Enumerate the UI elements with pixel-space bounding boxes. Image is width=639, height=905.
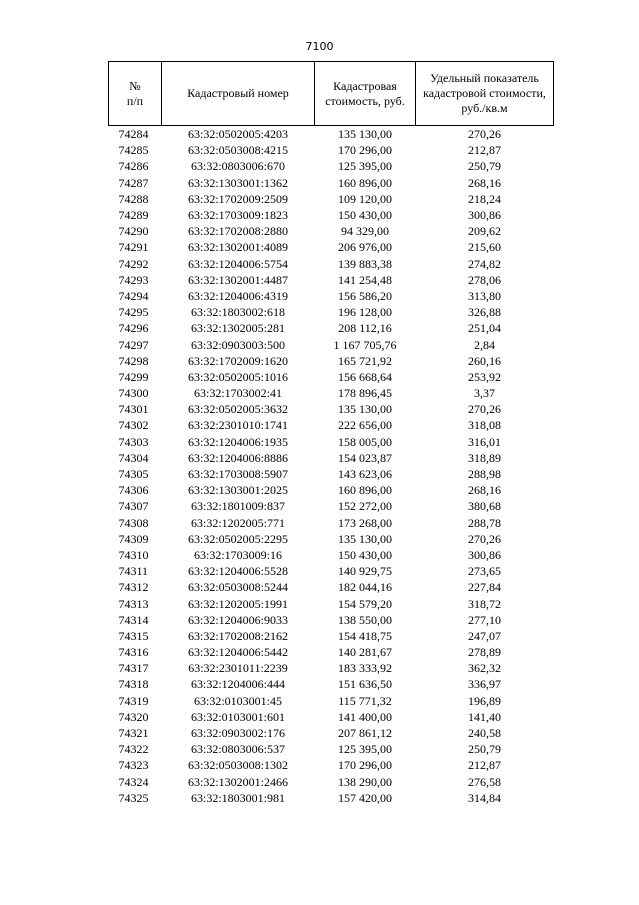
specific-indicator-cell: 3,37 [474,386,495,401]
table-row [109,401,554,417]
specific-indicator-cell: 270,26 [468,402,501,417]
table-row [109,693,554,709]
cadastral-number-cell: 63:32:0502005:1016 [187,369,288,384]
table-row [109,450,554,466]
cadastral-value-cell: 138 290,00 [338,774,392,789]
header-cadastral-value-text: Кадастровая стоимость, руб. [325,78,405,108]
row-number-cell: 74305 [118,467,149,482]
table-row [109,385,554,401]
row-number-cell: 74286 [118,159,149,174]
row-number-cell: 74302 [118,418,149,433]
row-number-cell: 74315 [118,628,149,643]
table-row [109,142,554,158]
cadastral-number-cell: 63:32:1303001:1362 [187,175,288,190]
cadastral-number-cell: 63:32:0502005:4203 [187,127,288,142]
table-row [109,417,554,433]
specific-indicator-cell: 270,26 [468,127,501,142]
header-specific-indicator-text: Удельный показатель кадастровой стоимости, руб./кв.м [423,71,546,115]
table-row [109,612,554,628]
table-row [109,288,554,304]
cadastral-value-cell: 125 395,00 [338,159,392,174]
cadastral-number-cell: 63:32:1302005:281 [190,321,285,336]
header-specific-indicator [416,62,554,126]
row-number-cell: 74295 [118,305,149,320]
cadastral-value-cell: 183 333,92 [338,661,392,676]
table-row [109,369,554,385]
cadastral-number-cell: 63:32:1703009:1823 [187,208,288,223]
cadastral-value-cell: 222 656,00 [338,418,392,433]
table-row [109,531,554,547]
cadastral-number-cell: 63:32:2301011:2239 [188,661,288,676]
specific-indicator-cell: 300,86 [468,208,501,223]
specific-indicator-cell: 250,79 [468,159,501,174]
table-row [109,353,554,369]
cadastral-number-cell: 63:32:1302001:2466 [187,774,288,789]
cadastral-value-cell: 157 420,00 [338,790,392,805]
specific-indicator-cell: 318,72 [468,596,501,611]
specific-indicator-cell: 273,65 [468,564,501,579]
cadastral-number-cell: 63:32:0502005:2295 [187,531,288,546]
row-number-cell: 74294 [118,288,149,303]
cadastral-value-cell: 135 130,00 [338,402,392,417]
table-row [109,239,554,255]
row-number-cell: 74313 [118,596,149,611]
cadastral-number-cell: 63:32:0903002:176 [190,726,285,741]
cadastral-number-cell: 63:32:1204006:9033 [187,612,288,627]
row-number-cell: 74287 [118,175,149,190]
table-row [109,304,554,320]
row-number-cell: 74301 [118,402,149,417]
table-row [109,515,554,531]
specific-indicator-cell: 326,88 [468,305,501,320]
row-number-cell: 74289 [118,208,149,223]
cadastral-value-cell: 135 130,00 [338,127,392,142]
specific-indicator-cell: 278,06 [468,272,501,287]
table-row [109,579,554,595]
table-row [109,741,554,757]
cadastral-value-cell: 196 128,00 [338,305,392,320]
table-row [109,126,554,143]
row-number-cell: 74308 [118,515,149,530]
cadastral-number-cell: 63:32:1702009:2509 [187,191,288,206]
cadastral-value-cell: 154 579,20 [338,596,392,611]
cadastral-value-cell: 152 272,00 [338,499,392,514]
cadastral-value-cell: 160 896,00 [338,175,392,190]
row-number-cell: 74321 [118,726,149,741]
table-row [109,158,554,174]
specific-indicator-cell: 251,04 [468,321,501,336]
cadastral-number-cell: 63:32:1202005:771 [190,515,285,530]
cadastral-value-cell: 173 268,00 [338,515,392,530]
cadastral-number-cell: 63:32:1303001:2025 [187,483,288,498]
cadastral-number-cell: 63:32:1204006:444 [190,677,285,692]
cadastral-value-cell: 154 023,87 [338,450,392,465]
cadastral-value-cell: 170 296,00 [338,758,392,773]
cadastral-number-cell: 63:32:1702008:2162 [187,628,288,643]
specific-indicator-cell: 270,26 [468,531,501,546]
table-row [109,336,554,352]
specific-indicator-cell: 2,84 [474,337,495,352]
row-number-cell: 74297 [118,337,149,352]
table-row [109,256,554,272]
cadastral-number-cell: 63:32:1801009:837 [190,499,285,514]
table-row [109,595,554,611]
table-row [109,272,554,288]
row-number-cell: 74284 [118,127,149,142]
table-row [109,223,554,239]
table-row [109,563,554,579]
table-row [109,644,554,660]
cadastral-value-cell: 139 883,38 [338,256,392,271]
specific-indicator-cell: 268,16 [468,483,501,498]
cadastral-value-cell: 1 167 705,76 [333,337,397,352]
cadastral-value-cell: 141 254,48 [338,272,392,287]
cadastral-value-cell: 165 721,92 [338,353,392,368]
row-number-cell: 74288 [118,191,149,206]
row-number-cell: 74325 [118,790,149,805]
cadastral-number-cell: 63:32:0503008:4215 [187,143,288,158]
table-row [109,725,554,741]
specific-indicator-cell: 250,79 [468,742,501,757]
page-number: 7100 [305,40,334,53]
specific-indicator-cell: 288,98 [468,467,501,482]
row-number-cell: 74314 [118,612,149,627]
specific-indicator-cell: 274,82 [468,256,501,271]
specific-indicator-cell: 260,16 [468,353,501,368]
cadastral-value-cell: 138 550,00 [338,612,392,627]
cadastral-value-cell: 182 044,16 [338,580,392,595]
header-row-number [109,62,162,126]
cadastral-number-cell: 63:32:1803002:618 [190,305,285,320]
cadastral-value-cell: 156 668,64 [338,369,392,384]
specific-indicator-cell: 362,32 [468,661,501,676]
cadastral-number-cell: 63:32:1703009:16 [193,547,282,562]
specific-indicator-cell: 277,10 [468,612,501,627]
cadastral-value-cell: 125 395,00 [338,742,392,757]
table-row [109,482,554,498]
specific-indicator-cell: 336,97 [468,677,501,692]
row-number-cell: 74311 [118,564,149,579]
cadastral-number-cell: 63:32:0503008:5244 [187,580,288,595]
specific-indicator-cell: 141,40 [468,709,501,724]
row-number-cell: 74285 [118,143,149,158]
cadastral-value-cell: 207 861,12 [338,726,392,741]
table-row [109,676,554,692]
cadastral-number-cell: 63:32:1803001:981 [190,790,285,805]
header-number-sign: № [129,78,141,93]
cadastral-number-cell: 63:32:0103001:601 [190,709,285,724]
cadastral-value-cell: 206 976,00 [338,240,392,255]
cadastral-number-cell: 63:32:1204006:4319 [187,288,288,303]
table-row [109,774,554,790]
row-number-cell: 74290 [118,224,149,239]
specific-indicator-cell: 313,80 [468,288,501,303]
cadastral-number-cell: 63:32:1702009:1620 [187,353,288,368]
cadastral-value-cell: 208 112,16 [338,321,392,336]
specific-indicator-cell: 218,24 [468,191,501,206]
cadastral-number-cell: 63:32:1204006:8886 [187,450,288,465]
cadastral-number-cell: 63:32:1302001:4487 [187,272,288,287]
cadastral-value-cell: 151 636,50 [338,677,392,692]
specific-indicator-cell: 278,89 [468,645,501,660]
table-row [109,320,554,336]
row-number-cell: 74307 [118,499,149,514]
header-pp: п/п [126,93,144,108]
cadastral-value-cell: 143 623,06 [338,467,392,482]
cadastral-number-cell: 63:32:2301010:1741 [187,418,288,433]
cadastral-value-cell: 154 418,75 [338,628,392,643]
row-number-cell: 74303 [118,434,149,449]
cadastral-number-cell: 63:32:0503008:1302 [187,758,288,773]
row-number-cell: 74299 [118,369,149,384]
cadastral-number-cell: 63:32:0803006:537 [190,742,285,757]
cadastral-number-cell: 63:32:1703002:41 [193,386,282,401]
table-row [109,466,554,482]
row-number-cell: 74293 [118,272,149,287]
row-number-cell: 74318 [118,677,149,692]
cadastral-number-cell: 63:32:1702008:2880 [187,224,288,239]
row-number-cell: 74319 [118,693,149,708]
cadastral-value-cell: 135 130,00 [338,531,392,546]
cadastral-value-cell: 160 896,00 [338,483,392,498]
header-cadastral-value [315,62,416,126]
row-number-cell: 74309 [118,531,149,546]
table-row [109,191,554,207]
specific-indicator-cell: 276,58 [468,774,501,789]
header-cadastral-number-text: Кадастровый номер [187,86,289,100]
cadastral-number-cell: 63:32:0903003:500 [190,337,285,352]
row-number-cell: 74324 [118,774,149,789]
cadastral-number-cell: 63:32:1202005:1991 [187,596,288,611]
row-number-cell: 74322 [118,742,149,757]
specific-indicator-cell: 316,01 [468,434,501,449]
row-number-cell: 74296 [118,321,149,336]
row-number-cell: 74312 [118,580,149,595]
cadastral-number-cell: 63:32:0502005:3632 [187,402,288,417]
specific-indicator-cell: 212,87 [468,758,501,773]
row-number-cell: 74304 [118,450,149,465]
table-row [109,547,554,563]
table-row [109,628,554,644]
specific-indicator-cell: 247,07 [468,628,501,643]
specific-indicator-cell: 380,68 [468,499,501,514]
cadastral-number-cell: 63:32:1204006:5754 [187,256,288,271]
cadastral-number-cell: 63:32:0803006:670 [190,159,285,174]
row-number-cell: 74310 [118,547,149,562]
row-number-cell: 74292 [118,256,149,271]
header-cadastral-number [162,62,315,126]
specific-indicator-cell: 196,89 [468,693,501,708]
row-number-cell: 74300 [118,386,149,401]
specific-indicator-cell: 314,84 [468,790,501,805]
table-row [109,434,554,450]
cadastral-number-cell: 63:32:1204006:5528 [187,564,288,579]
specific-indicator-cell: 318,89 [468,450,501,465]
specific-indicator-cell: 268,16 [468,175,501,190]
cadastral-value-cell: 94 329,00 [341,224,389,239]
cadastral-value-cell: 150 430,00 [338,208,392,223]
specific-indicator-cell: 300,86 [468,547,501,562]
table-row [109,660,554,676]
table-row [109,790,554,806]
row-number-cell: 74306 [118,483,149,498]
row-number-cell: 74316 [118,645,149,660]
table-row [109,757,554,773]
cadastral-number-cell: 63:32:1703008:5907 [187,467,288,482]
cadastral-value-cell: 170 296,00 [338,143,392,158]
cadastral-value-cell: 115 771,32 [338,693,392,708]
cadastral-number-cell: 63:32:1204006:1935 [187,434,288,449]
row-number-cell: 74298 [118,353,149,368]
table-row [109,175,554,191]
cadastral-number-cell: 63:32:1204006:5442 [187,645,288,660]
cadastral-value-cell: 109 120,00 [338,191,392,206]
table-row [109,709,554,725]
row-number-cell: 74317 [118,661,149,676]
row-number-cell: 74323 [118,758,149,773]
cadastral-table [108,61,554,806]
specific-indicator-cell: 209,62 [468,224,501,239]
table-row [109,207,554,223]
specific-indicator-cell: 253,92 [468,369,501,384]
specific-indicator-cell: 318,08 [468,418,501,433]
specific-indicator-cell: 215,60 [468,240,501,255]
cadastral-value-cell: 141 400,00 [338,709,392,724]
cadastral-value-cell: 178 896,45 [338,386,392,401]
table-header-row [109,62,554,126]
specific-indicator-cell: 240,58 [468,726,501,741]
cadastral-number-cell: 63:32:0103001:45 [193,693,282,708]
row-number-cell: 74320 [118,709,149,724]
row-number-cell: 74291 [118,240,149,255]
specific-indicator-cell: 212,87 [468,143,501,158]
table-row [109,498,554,514]
specific-indicator-cell: 288,78 [468,515,501,530]
cadastral-number-cell: 63:32:1302001:4089 [187,240,288,255]
cadastral-value-cell: 140 281,67 [338,645,392,660]
cadastral-value-cell: 158 005,00 [338,434,392,449]
cadastral-value-cell: 150 430,00 [338,547,392,562]
specific-indicator-cell: 227,84 [468,580,501,595]
cadastral-value-cell: 156 586,20 [338,288,392,303]
cadastral-value-cell: 140 929,75 [338,564,392,579]
table-body [109,126,554,806]
